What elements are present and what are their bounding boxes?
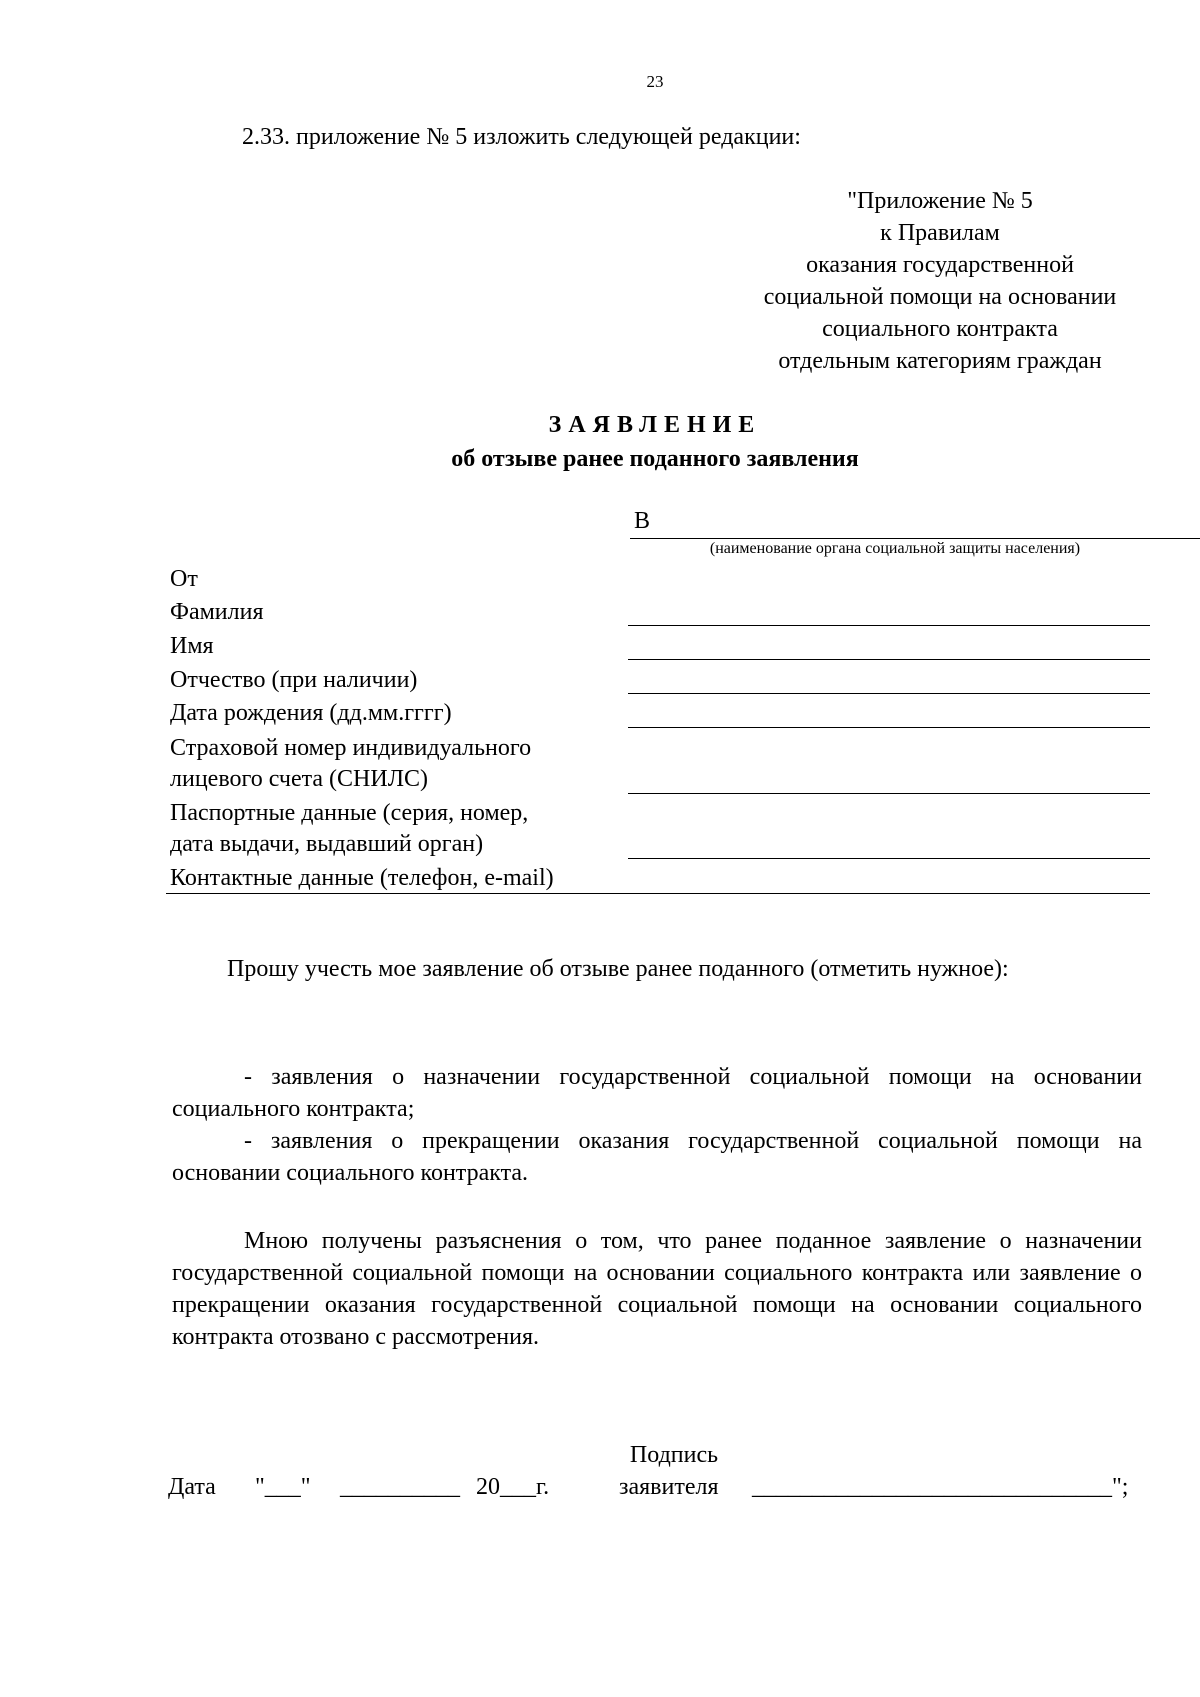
date-label: Дата <box>168 1474 216 1500</box>
signature-label: Подпись <box>629 1442 719 1468</box>
passport-field[interactable] <box>628 858 1150 859</box>
request-text: Прошу учесть мое заявление об отзыве ранее поданного (отметить нужное): <box>227 956 1009 982</box>
patronymic-label: Отчество (при наличии) <box>170 667 418 693</box>
appendix-line: к Правилам <box>880 220 1000 246</box>
page-number: 23 <box>646 72 664 91</box>
appendix-header <box>640 185 1200 377</box>
appendix-line: социального контракта <box>822 316 1058 342</box>
contacts-field[interactable] <box>166 893 1150 894</box>
signature-blank[interactable]: ______________________________"; <box>752 1474 1129 1500</box>
passport-label-line1: Паспортные данные (серия, номер, <box>170 800 529 826</box>
appendix-line: "Приложение № 5 <box>847 188 1033 214</box>
appendix-line: отдельным категориям граждан <box>778 348 1102 374</box>
document-subtitle: об отзыве ранее поданного заявления <box>451 446 859 472</box>
appendix-line: социальной помощи на основании <box>763 284 1117 310</box>
snils-label-line1: Страховой номер индивидуального <box>170 735 532 761</box>
name-field[interactable] <box>628 659 1150 660</box>
addressee-prefix: В <box>634 508 651 534</box>
date-year[interactable]: 20___г. <box>476 1474 550 1500</box>
option-termination[interactable]: - заявления о прекращении оказания государственной социальной помощи на основании социального контракта. <box>172 1128 1142 1186</box>
from-label: От <box>170 566 198 592</box>
intro-text: 2.33. приложение № 5 изложить следующей редакции: <box>242 124 801 150</box>
date-month-blank[interactable]: __________ <box>340 1474 460 1500</box>
birth-date-label: Дата рождения (дд.мм.гггг) <box>170 700 452 726</box>
contacts-label: Контактные данные (телефон, e-mail) <box>170 865 554 891</box>
notice-text: Мною получены разъяснения о том, что ранее поданное заявление о назначении государственной социальной помощи на основании социального контракта или заявление о прекращении оказания государственной социальной помощи на основании социального контракта отозвано с рассмотрения. <box>172 1228 1142 1350</box>
request-paragraph <box>172 953 1142 985</box>
document-title: ЗАЯВЛЕНИЕ <box>548 412 762 438</box>
notice-paragraph <box>172 1225 1142 1353</box>
surname-label: Фамилия <box>170 599 264 625</box>
patronymic-field[interactable] <box>628 693 1150 694</box>
passport-label-line2: дата выдачи, выдавший орган) <box>170 831 484 857</box>
snils-field[interactable] <box>628 793 1150 794</box>
addressee-blank-line[interactable] <box>630 538 1200 539</box>
name-label: Имя <box>170 633 214 659</box>
signature-label-applicant: заявителя <box>619 1474 719 1500</box>
option-list <box>172 1061 1142 1189</box>
appendix-line: оказания государственной <box>806 252 1074 278</box>
option-assignment[interactable]: - заявления о назначении государственной социальной помощи на основании социального контракта; <box>172 1064 1142 1122</box>
date-day-blank[interactable]: "___" <box>255 1474 311 1500</box>
birth-date-field[interactable] <box>628 727 1150 728</box>
addressee-caption: (наименование органа социальной защиты населения) <box>709 540 1081 557</box>
snils-label-line2: лицевого счета (СНИЛС) <box>170 766 428 792</box>
surname-field[interactable] <box>628 625 1150 626</box>
